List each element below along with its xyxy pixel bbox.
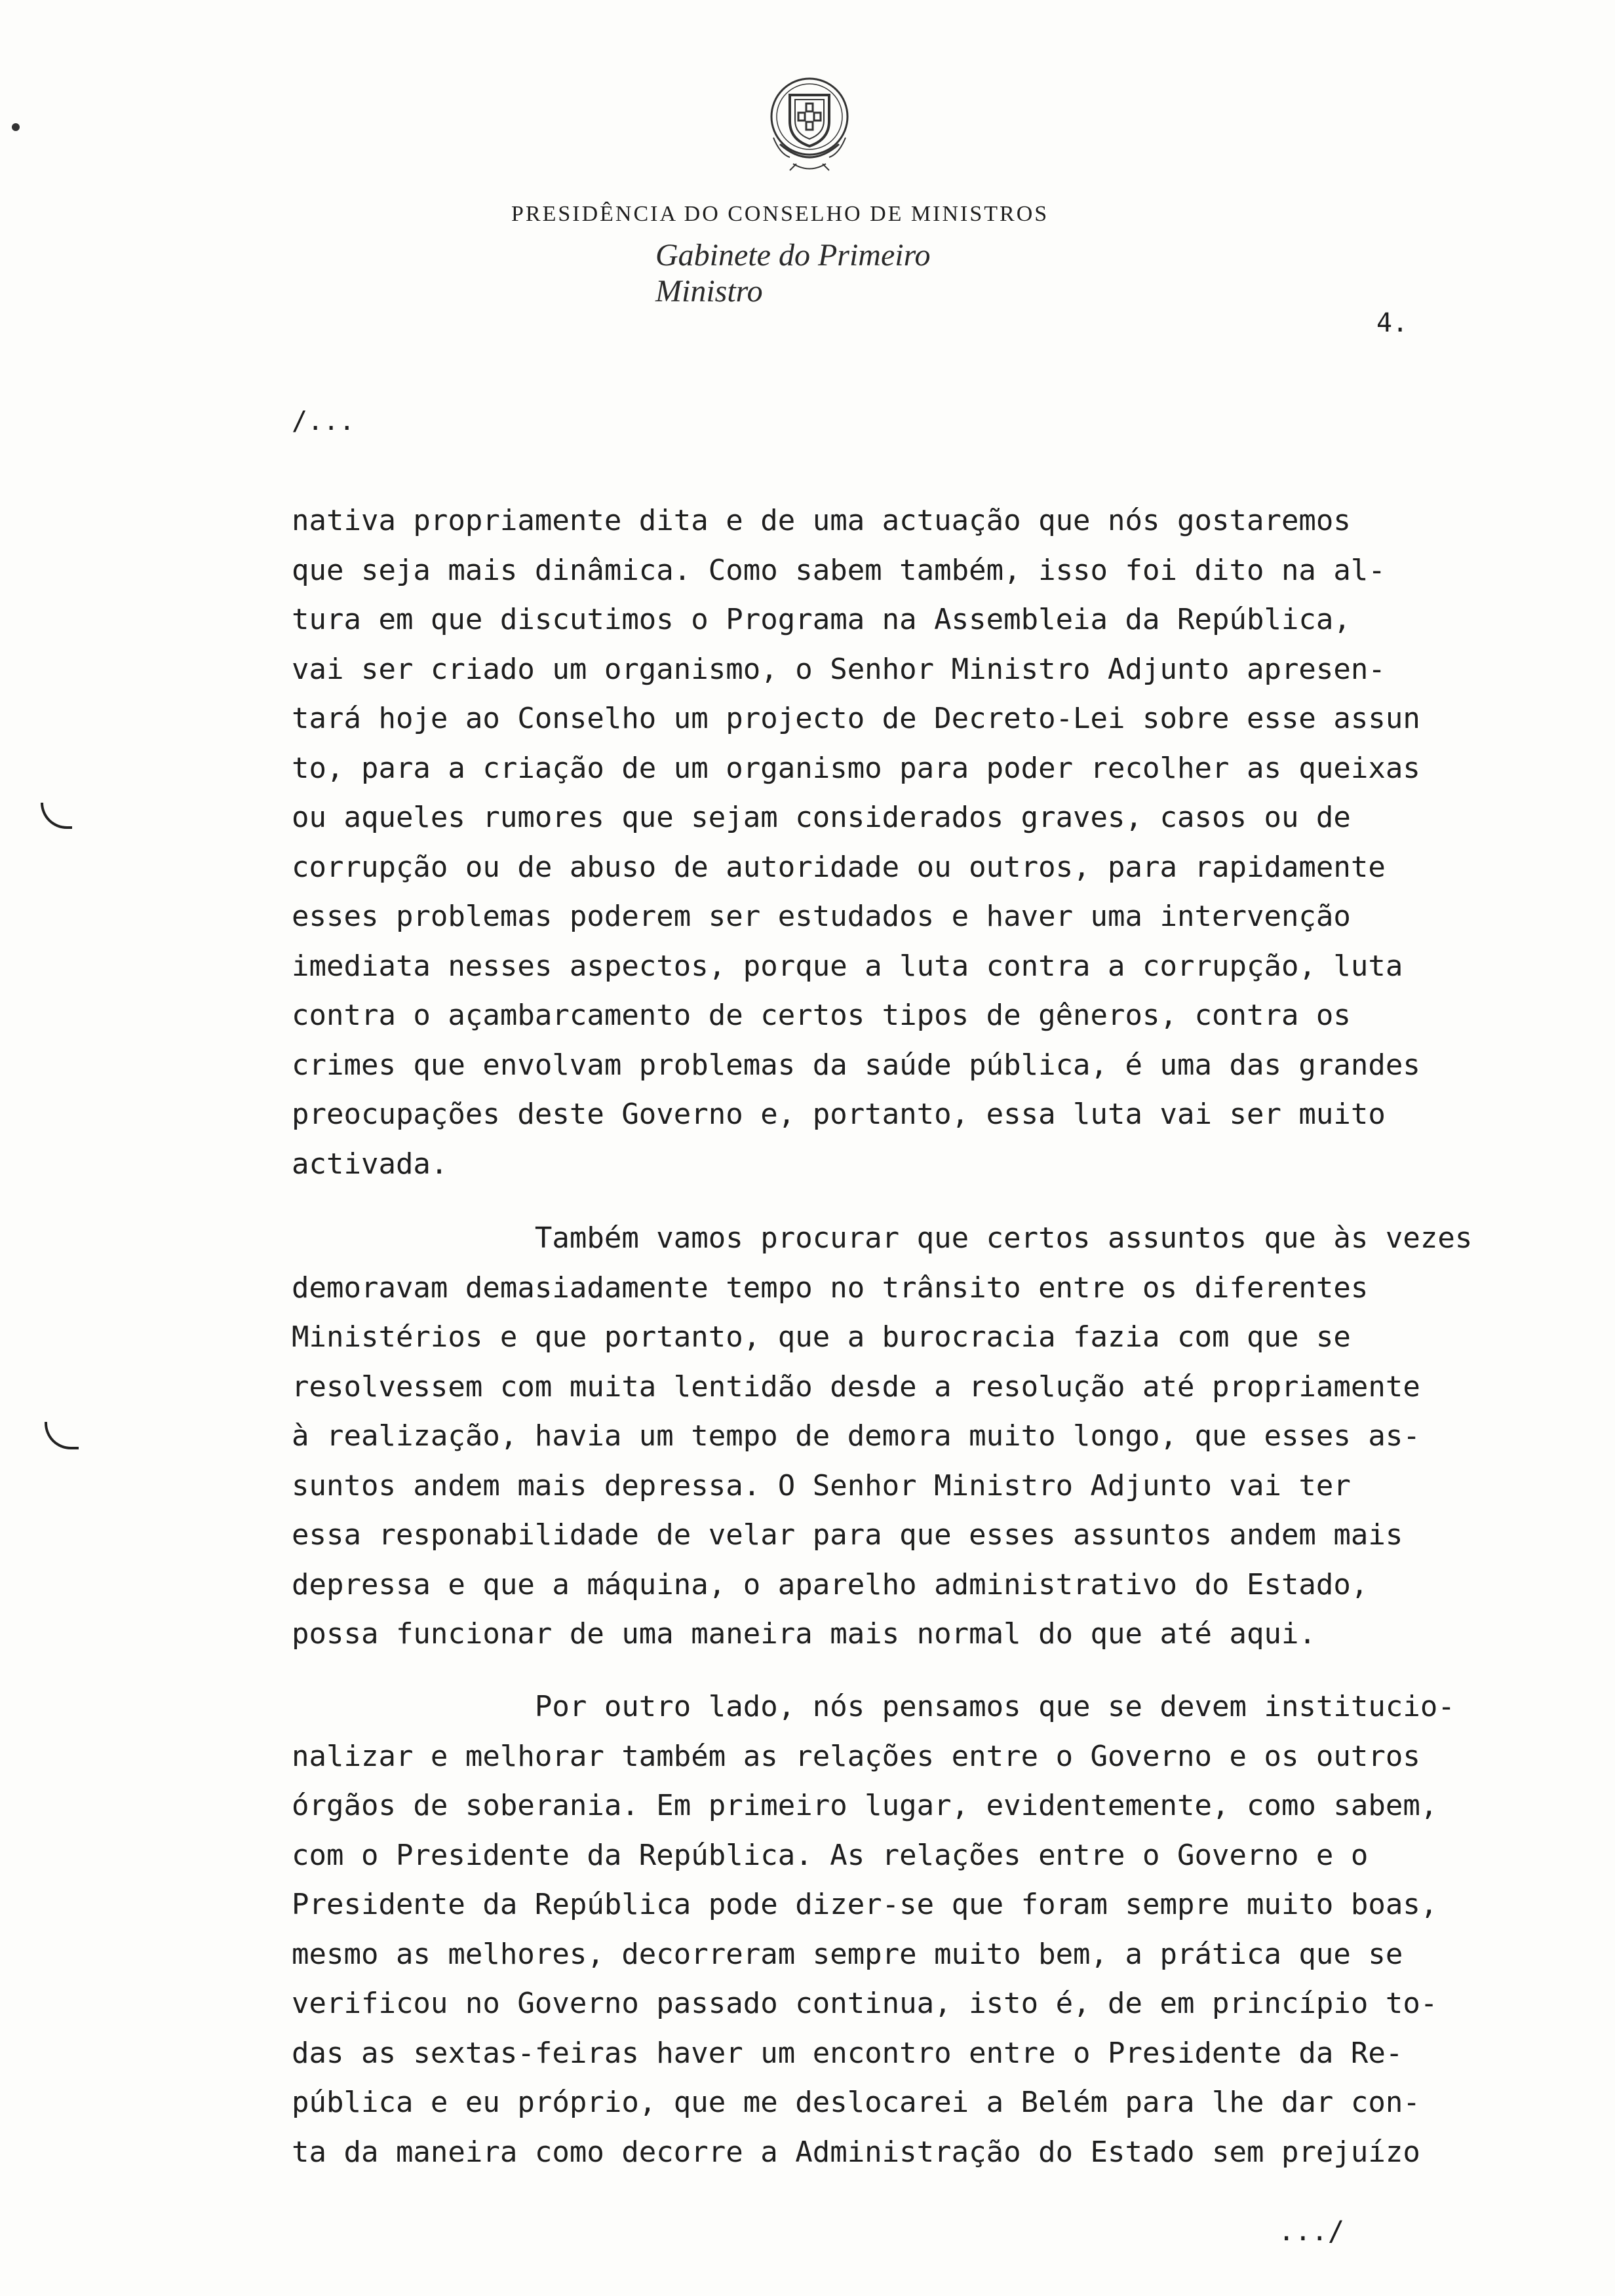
paragraph: nativa propriamente dita e de uma actuação que nós gostaremos que seja mais dinâmica. Como sabem também, isso foi dito na al- tura em que discutimos o Programa na Assembleia da República, vai ser criado um organismo, o Senhor Ministro Adjunto apresen- tará hoje ao Conselho um projecto de Decreto-Lei sobre esse assun to, para a criação de um organismo para poder recolher as queixas ou aqueles rumores que sejam considerados graves, casos ou de corrupção ou de abuso de autoridade ou outros, para rapidamente esses problemas poderem ser estudados e haver uma intervenção imediata nesses aspectos, porque a luta contra a corrupção, luta contra o açambarcamento de certos tipos de gêneros, contra os crimes que envolvam problemas da saúde pública, é uma das grandes preocupações deste Governo e, portanto, essa luta vai ser muito activada. bbox=[292, 504, 1420, 1181]
paragraph: Também vamos procurar que certos assuntos que às vezes demoravam demasiadamente tempo no trânsito entre os diferentes Ministérios e que portanto, que a burocracia fazia com que se resolvessem com muita lentidão desde a resolução até propriamente à realização, havia um tempo de demora muito longo, que esses as- suntos andem mais depressa. O Senhor Ministro Adjunto vai ter essa responabilidade de velar para que esses assuntos andem mais depressa e que a máquina, o aparelho administrativo do Estado, possa funcionar de uma maneira mais normal do que até aqui. bbox=[292, 1221, 1473, 1651]
letterhead-title: PRESIDÊNCIA DO CONSELHO DE MINISTROS bbox=[511, 202, 1049, 226]
continuation-marker-top: /... bbox=[292, 406, 355, 436]
scan-speck bbox=[12, 123, 20, 131]
letterhead-subtitle: Gabinete do Primeiro Ministro bbox=[655, 238, 931, 309]
continuation-marker-bottom: .../ bbox=[1278, 2215, 1345, 2247]
portuguese-coat-of-arms-icon bbox=[754, 66, 865, 183]
page-number: 4. bbox=[1376, 308, 1409, 338]
paragraph: Por outro lado, nós pensamos que se devem institucio- nalizar e melhorar também as relações entre o Governo e os outros órgãos de soberania. Em primeiro lugar, evidentemente, como sabem, com o Presidente da República. As relações entre o Governo e o Presidente da República pode dizer-se que foram sempre muito boas, mesmo as melhores, decorreram sempre muito bem, a prática que se verificou no Governo passado continua, isto é, de em princípio to- das as sextas-feiras haver um encontro entre o Presidente da Re- pública e eu próprio, que me deslocarei a Belém para lhe dar con- ta da maneira como decorre a Administração do Estado sem prejuízo bbox=[292, 1690, 1455, 2169]
handwritten-mark bbox=[41, 803, 72, 829]
handwritten-mark bbox=[45, 1422, 79, 1449]
